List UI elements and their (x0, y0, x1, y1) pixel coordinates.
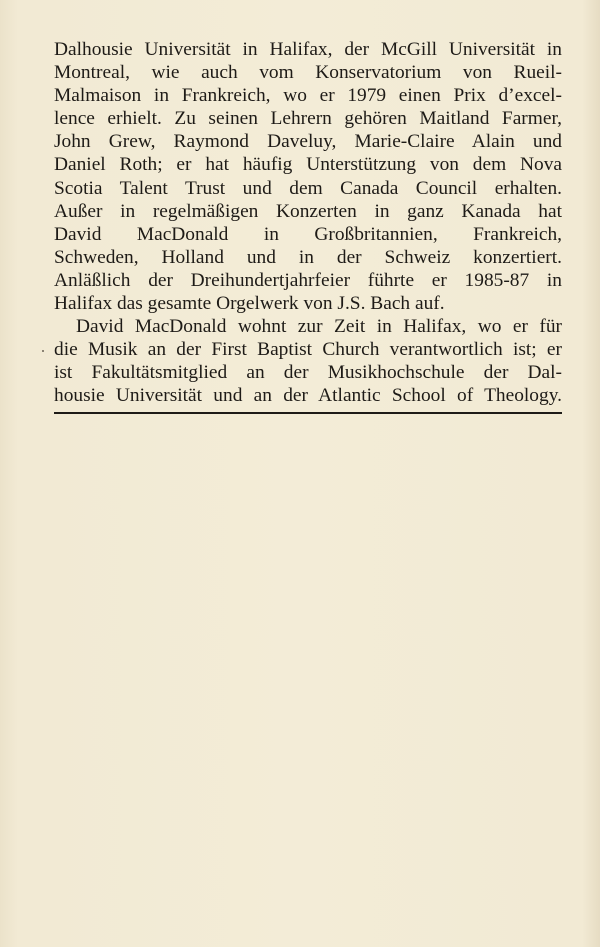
text-line: Montreal, wie auch vom Konservatorium von Rueil- (54, 62, 562, 84)
body-text (54, 38, 562, 408)
text-line: David MacDonald wohnt zur Zeit in Halifax, wo er für (76, 316, 562, 338)
paragraph-current-position (54, 315, 562, 407)
text-line: Scotia Talent Trust und dem Canada Council erhalten. (54, 177, 562, 199)
text-line: Schweden, Holland und in der Schweiz konzertiert. (54, 246, 562, 268)
text-line: die Musik an der First Baptist Church verantwortlich ist; er (54, 339, 562, 361)
text-line: Dalhousie Universität in Halifax, der McGill Universität in (54, 39, 562, 60)
text-line: John Grew, Raymond Daveluy, Marie-Claire Alain und (54, 131, 562, 153)
text-line: lence erhielt. Zu seinen Lehrern gehören Maitland Farmer, (54, 108, 562, 130)
text-line: Halifax das gesamte Orgelwerk von J.S. Bach auf. (54, 293, 445, 315)
text-line: housie Universität und an der Atlantic School of Theology. (54, 385, 562, 407)
text-line: Außer in regelmäßigen Konzerten in ganz Kanada hat (54, 200, 562, 222)
print-speck (42, 350, 44, 352)
text-line: Daniel Roth; er hat häufig Unterstützung von dem Nova (54, 154, 562, 176)
text-line: David MacDonald in Großbritannien, Frankreich, (54, 223, 562, 245)
text-line: Anläßlich der Dreihundertjahrfeier führte er 1985-87 in (54, 269, 562, 291)
text-line: ist Fakultätsmitglied an der Musikhochschule der Dal- (54, 362, 562, 384)
paragraph-biography (54, 38, 562, 315)
horizontal-rule (54, 412, 562, 414)
text-line: Malmaison in Frankreich, wo er 1979 einen Prix d’excel- (54, 85, 562, 107)
